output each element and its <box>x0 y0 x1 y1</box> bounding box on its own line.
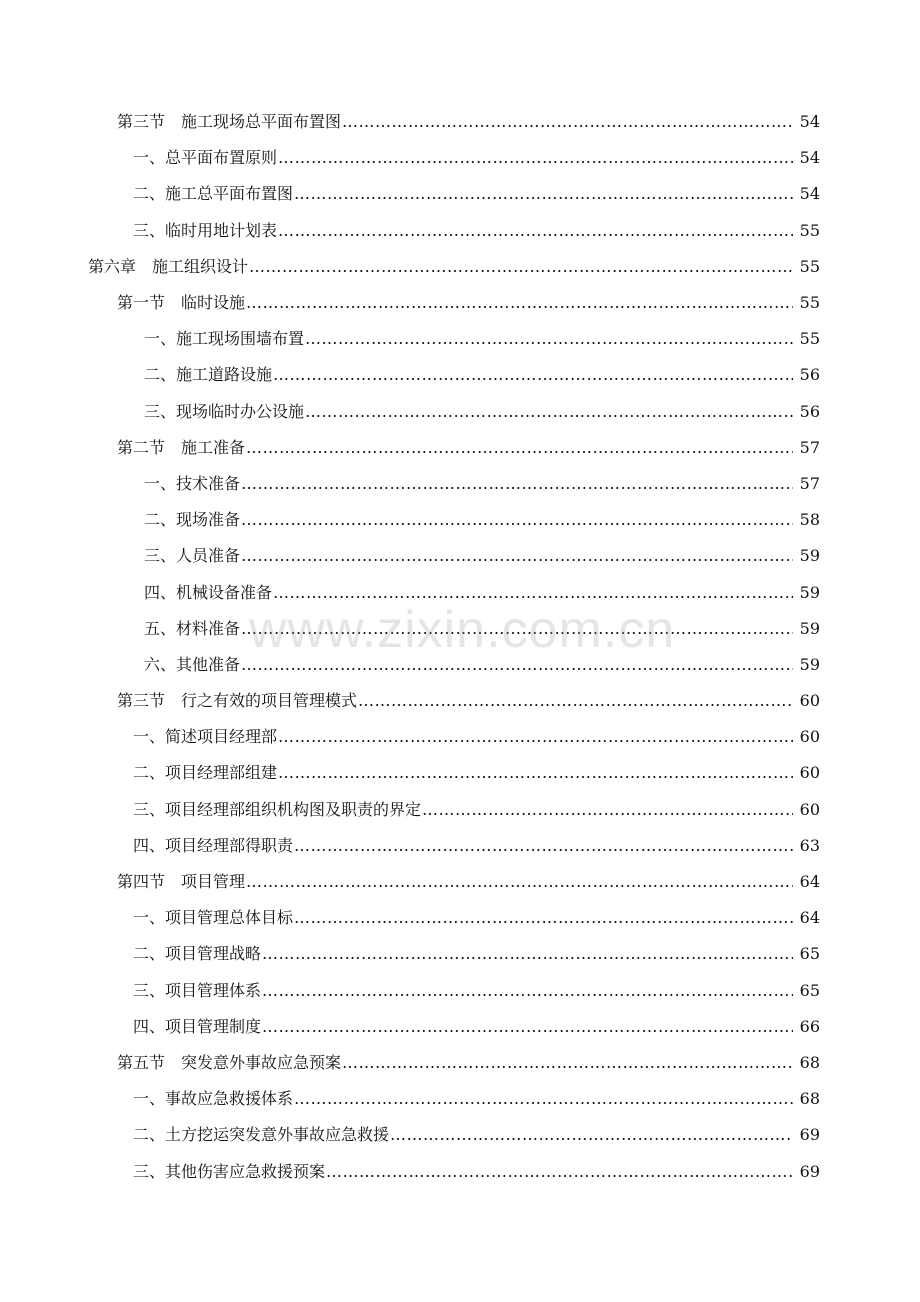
toc-dot-leader <box>342 112 793 132</box>
toc-entry[interactable] <box>0 1009 920 1045</box>
toc-entry[interactable] <box>0 574 920 610</box>
toc-entry[interactable] <box>0 394 920 430</box>
toc-dot-leader <box>278 221 793 241</box>
toc-dot-leader <box>246 872 793 892</box>
toc-entry-label: 第五节 突发意外事故应急预案 <box>117 1052 342 1072</box>
toc-entry[interactable] <box>0 321 920 357</box>
toc-entry-label: 三、临时用地计划表 <box>133 220 278 240</box>
toc-page-number: 60 <box>799 799 820 819</box>
toc-page-number: 57 <box>799 437 820 457</box>
toc-entry-label: 二、施工总平面布置图 <box>133 184 294 204</box>
toc-page-number: 54 <box>799 184 820 204</box>
toc-page-number: 59 <box>799 582 820 602</box>
toc-dot-leader <box>305 329 793 349</box>
toc-entry-label: 第一节 临时设施 <box>117 293 246 313</box>
toc-entry-label: 二、项目管理战略 <box>133 944 262 964</box>
toc-entry-label: 一、简述项目经理部 <box>133 727 278 747</box>
toc-entry[interactable] <box>0 104 920 140</box>
toc-page-number: 54 <box>799 112 820 132</box>
toc-entry-label: 四、项目经理部得职责 <box>133 835 294 855</box>
toc-entry[interactable] <box>0 719 920 755</box>
toc-entry[interactable] <box>0 502 920 538</box>
toc-dot-leader <box>294 836 793 856</box>
toc-dot-leader <box>273 365 793 385</box>
toc-entry[interactable] <box>0 285 920 321</box>
toc-entry[interactable] <box>0 864 920 900</box>
toc-page-number: 60 <box>799 691 820 711</box>
toc-entry-label: 一、技术准备 <box>144 473 241 493</box>
toc-entry[interactable] <box>0 430 920 466</box>
toc-dot-leader <box>305 402 793 422</box>
toc-entry-label: 四、项目管理制度 <box>133 1016 262 1036</box>
toc-page-number: 54 <box>799 148 820 168</box>
toc-page-number: 68 <box>799 1052 820 1072</box>
toc-page-number: 69 <box>799 1161 820 1181</box>
toc-page-number: 57 <box>799 473 820 493</box>
toc-entry-label: 第六章 施工组织设计 <box>88 256 249 276</box>
toc-entry[interactable] <box>0 647 920 683</box>
toc-entry[interactable] <box>0 466 920 502</box>
toc-entry[interactable] <box>0 1081 920 1117</box>
toc-page-number: 59 <box>799 618 820 638</box>
toc-page-number: 58 <box>799 510 820 530</box>
toc-page-number: 65 <box>799 944 820 964</box>
toc-entry[interactable] <box>0 973 920 1009</box>
toc-dot-leader <box>241 510 793 530</box>
toc-page-number: 68 <box>799 1089 820 1109</box>
toc-dot-leader <box>241 546 793 566</box>
toc-entry[interactable] <box>0 176 920 212</box>
toc-dot-leader <box>278 727 793 747</box>
toc-entry[interactable] <box>0 900 920 936</box>
toc-entry-label: 一、施工现场围墙布置 <box>144 329 305 349</box>
toc-dot-leader <box>294 1089 793 1109</box>
toc-page-number: 59 <box>799 654 820 674</box>
toc-entry[interactable] <box>0 828 920 864</box>
table-of-contents <box>0 104 920 1190</box>
toc-dot-leader <box>246 293 793 313</box>
toc-entry[interactable] <box>0 357 920 393</box>
toc-dot-leader <box>241 655 793 675</box>
toc-entry[interactable] <box>0 683 920 719</box>
toc-entry[interactable] <box>0 755 920 791</box>
toc-dot-leader <box>278 148 793 168</box>
toc-entry-label: 三、人员准备 <box>144 546 241 566</box>
toc-entry-label: 三、其他伤害应急救援预案 <box>133 1161 326 1181</box>
toc-entry-label: 三、项目管理体系 <box>133 980 262 1000</box>
toc-entry[interactable] <box>0 792 920 828</box>
toc-dot-leader <box>358 691 793 711</box>
toc-dot-leader <box>422 800 793 820</box>
toc-entry-label: 二、土方挖运突发意外事故应急救援 <box>133 1125 390 1145</box>
toc-page-number: 65 <box>799 980 820 1000</box>
toc-entry[interactable] <box>0 538 920 574</box>
toc-entry-label: 四、机械设备准备 <box>144 582 273 602</box>
toc-dot-leader <box>262 944 793 964</box>
toc-entry[interactable] <box>0 1117 920 1153</box>
toc-page-number: 69 <box>799 1125 820 1145</box>
toc-dot-leader <box>246 438 793 458</box>
toc-entry-label: 二、项目经理部组建 <box>133 763 278 783</box>
toc-dot-leader <box>390 1125 793 1145</box>
toc-entry-label: 五、材料准备 <box>144 618 241 638</box>
toc-entry-label: 三、项目经理部组织机构图及职责的界定 <box>133 799 422 819</box>
toc-dot-leader <box>278 763 793 783</box>
toc-dot-leader <box>262 1017 793 1037</box>
toc-page-number: 56 <box>799 401 820 421</box>
toc-entry-label: 第三节 施工现场总平面布置图 <box>117 112 342 132</box>
toc-page-number: 64 <box>799 872 820 892</box>
toc-entry[interactable] <box>0 936 920 972</box>
toc-page-number: 63 <box>799 835 820 855</box>
toc-page-number: 55 <box>799 293 820 313</box>
toc-page-number: 56 <box>799 365 820 385</box>
toc-entry-label: 第四节 项目管理 <box>117 872 246 892</box>
toc-entry[interactable] <box>0 1153 920 1189</box>
toc-entry[interactable] <box>0 213 920 249</box>
toc-dot-leader <box>241 474 793 494</box>
toc-entry-label: 二、施工道路设施 <box>144 365 273 385</box>
toc-entry-label: 三、现场临时办公设施 <box>144 401 305 421</box>
toc-entry-label: 六、其他准备 <box>144 654 241 674</box>
toc-entry[interactable] <box>0 1045 920 1081</box>
toc-page-number: 66 <box>799 1016 820 1036</box>
toc-dot-leader <box>326 1162 793 1182</box>
toc-page-number: 64 <box>799 908 820 928</box>
toc-entry-label: 一、总平面布置原则 <box>133 148 278 168</box>
toc-dot-leader <box>262 981 793 1001</box>
toc-page-number: 55 <box>799 220 820 240</box>
toc-entry-label: 一、项目管理总体目标 <box>133 908 294 928</box>
toc-page-number: 59 <box>799 546 820 566</box>
toc-dot-leader <box>342 1053 793 1073</box>
toc-entry[interactable] <box>0 140 920 176</box>
toc-entry-label: 二、现场准备 <box>144 510 241 530</box>
toc-entry-label: 第二节 施工准备 <box>117 437 246 457</box>
toc-page-number: 60 <box>799 763 820 783</box>
toc-page-number: 55 <box>799 329 820 349</box>
toc-entry-label: 一、事故应急救援体系 <box>133 1089 294 1109</box>
toc-page-number: 55 <box>799 256 820 276</box>
toc-dot-leader <box>241 619 793 639</box>
watermark: www.zixin.com.cn <box>248 601 676 659</box>
toc-entry-label: 第三节 行之有效的项目管理模式 <box>117 691 358 711</box>
toc-dot-leader <box>273 583 793 603</box>
toc-entry[interactable] <box>0 611 920 647</box>
toc-dot-leader <box>249 257 793 277</box>
toc-dot-leader <box>294 184 793 204</box>
toc-dot-leader <box>294 908 793 928</box>
toc-page-number: 60 <box>799 727 820 747</box>
toc-entry[interactable] <box>0 249 920 285</box>
